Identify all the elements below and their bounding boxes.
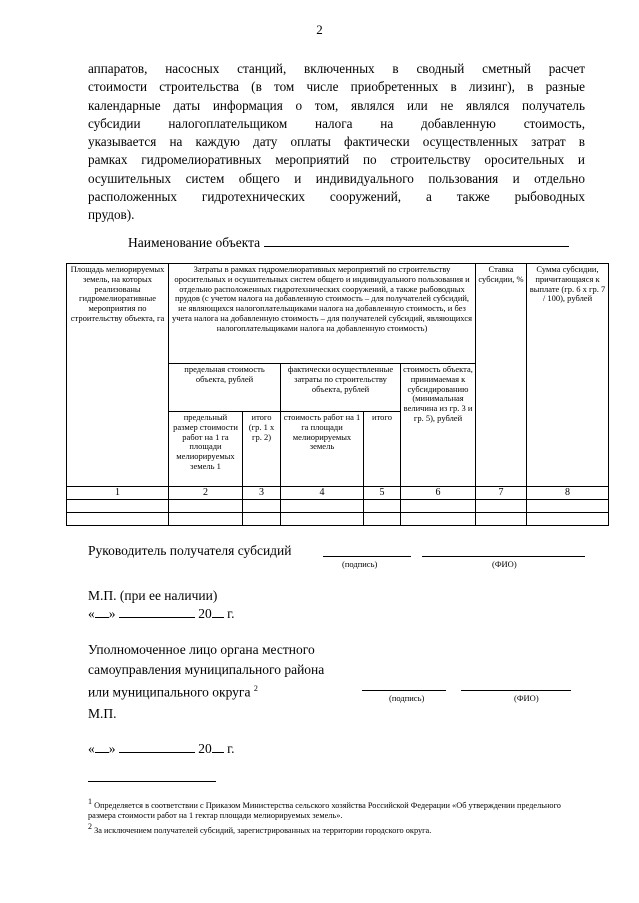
year-field[interactable] [212, 617, 224, 618]
table-cell[interactable] [281, 500, 364, 513]
costs-header: Затраты в рамках гидромелиоративных мероприятий по строительству оросительных и осушительных систем общего и индивидуального пользования и отдельно расположенных гидротехнических сооружений, а также рыбоводных прудов (с учетом налога на добавленную стоимость – для получателей субсидий, не являющихся налогоплательщиками налога на добавленную стоимость, и без учета налога на добавленную стоимость – для получателей субсидий, являющихся налогоплательщиками налога на добавленную стоимость) [169, 264, 476, 364]
authorized-line: Уполномоченное лицо органа местного [88, 642, 315, 657]
table-row [67, 513, 609, 526]
subsidy-table [66, 263, 609, 526]
table-cell[interactable] [476, 513, 527, 526]
subsidized-cost-header: стоимость объекта, принимаемая к субсидированию (минимальная величина из гр. 3 и гр. 5), рублей [401, 364, 476, 487]
year-prefix: 20 [198, 606, 212, 621]
object-name-label: Наименование объекта [128, 235, 261, 250]
table-cell[interactable] [401, 500, 476, 513]
paragraph-line: осушительных систем общего и индивидуального пользования и отдельно [88, 170, 585, 186]
head-signature-line[interactable] [323, 556, 411, 557]
authorized-fio-caption: (ФИО) [514, 693, 539, 703]
paragraph-line: расположенных гидротехнических сооружений, а также рыбоводных [88, 189, 585, 205]
actual-cost-header: фактически осуществленные затраты по строительству объекта, рублей [281, 364, 401, 412]
mp-label: М.П. [88, 706, 117, 721]
table-cell[interactable] [243, 513, 281, 526]
year-suffix: г. [227, 741, 235, 756]
authorized-signature-line[interactable] [362, 690, 446, 691]
month-field[interactable] [119, 752, 195, 753]
table-cell[interactable] [364, 513, 401, 526]
month-field[interactable] [119, 617, 195, 618]
table-cell[interactable] [169, 513, 243, 526]
footnote-mark: 2 [88, 822, 92, 831]
authorized-fio-line[interactable] [461, 690, 571, 691]
footnote-text: За исключением получателей субсидий, зарегистрированных на территории городского округа. [94, 825, 432, 835]
year-field[interactable] [212, 752, 224, 753]
table-cell[interactable] [527, 500, 609, 513]
authorized-block [88, 640, 324, 702]
column-number: 3 [243, 487, 281, 500]
table-cell[interactable] [67, 500, 169, 513]
column-number: 2 [169, 487, 243, 500]
column-number: 5 [364, 487, 401, 500]
object-name-row [128, 235, 569, 251]
head-signature-caption: (подпись) [342, 559, 378, 569]
footnote-separator [88, 781, 216, 782]
limit-per-ha-header: предельный размер стоимости работ на 1 га площади мелиорируемых земель 1 [169, 412, 243, 487]
day-field[interactable] [95, 617, 109, 618]
paragraph-line: субсидии налогоплательщиком налога на добавленную стоимость, [88, 115, 585, 131]
year-suffix: г. [227, 606, 235, 621]
footnote-1 [88, 797, 588, 822]
table-cell[interactable] [401, 513, 476, 526]
object-name-field[interactable] [264, 246, 569, 247]
table-cell[interactable] [243, 500, 281, 513]
mp-if-any: М.П. (при ее наличии) [88, 588, 218, 603]
head-fio-caption: (ФИО) [492, 559, 517, 569]
column-number: 6 [401, 487, 476, 500]
limit-cost-header: предельная стоимость объекта, рублей [169, 364, 281, 412]
date-row-1 [88, 606, 235, 622]
paragraph-line: рамках гидромелиоративных мероприятий по строительству оросительных и [88, 152, 585, 168]
intro-paragraph [88, 60, 585, 225]
paragraph-line: стоимости строительства (в том числе приобретенных в лизинг), в разные [88, 79, 585, 95]
footnote-text: Определяется в соответствии с Приказом Министерства сельского хозяйства Российской Федерации «Об утверждении предельного размера стоимости работ на 1 гектар площади мелиорируемых земель». [88, 800, 561, 821]
date-open-quote: « [88, 606, 95, 621]
table-cell[interactable] [281, 513, 364, 526]
date-row-2 [88, 741, 235, 757]
limit-total-header: итого (гр. 1 x гр. 2) [243, 412, 281, 487]
rate-header: Ставка субсидии, % [476, 264, 527, 487]
date-close-quote: » [108, 606, 116, 621]
sum-header: Сумма субсидии, причитающаяся к выплате (гр. 6 x гр. 7 / 100), рублей [527, 264, 609, 487]
head-label: Руководитель получателя субсидий [88, 543, 292, 558]
area-header: Площадь мелиорируемых земель, на которых реализованы гидромелиоративные мероприятия по строительству объекта, га [67, 264, 169, 487]
year-prefix: 20 [198, 741, 212, 756]
date-open-quote: « [88, 741, 95, 756]
paragraph-line: календарные даты информация о том, являлся или не являлся получатель [88, 97, 585, 113]
column-number: 8 [527, 487, 609, 500]
footnote-mark: 1 [88, 797, 92, 806]
footnote-mark: 2 [253, 684, 258, 693]
actual-total-header: итого [364, 412, 401, 487]
page-number: 2 [316, 22, 323, 37]
table-cell[interactable] [67, 513, 169, 526]
date-close-quote: » [108, 741, 116, 756]
column-number: 1 [67, 487, 169, 500]
day-field[interactable] [95, 752, 109, 753]
table-cell[interactable] [527, 513, 609, 526]
authorized-signature-caption: (подпись) [389, 693, 425, 703]
actual-per-ha-header: стоимость работ на 1 га площади мелиорируемых земель [281, 412, 364, 487]
head-fio-line[interactable] [422, 556, 585, 557]
table-cell[interactable] [169, 500, 243, 513]
table-cell[interactable] [364, 500, 401, 513]
column-number: 7 [476, 487, 527, 500]
authorized-line: или муниципального округа [88, 684, 251, 700]
paragraph-line: прудов). [88, 207, 135, 223]
footnote-2 [88, 822, 588, 836]
authorized-line: самоуправления муниципального района [88, 661, 325, 677]
table-cell[interactable] [476, 500, 527, 513]
column-number: 4 [281, 487, 364, 500]
paragraph-line: указывается на каждую дату оплаты фактически осуществленных затрат в [88, 134, 585, 150]
paragraph-line: аппаратов, насосных станций, включенных в сводный сметный расчет [88, 61, 585, 76]
table-row [67, 500, 609, 513]
